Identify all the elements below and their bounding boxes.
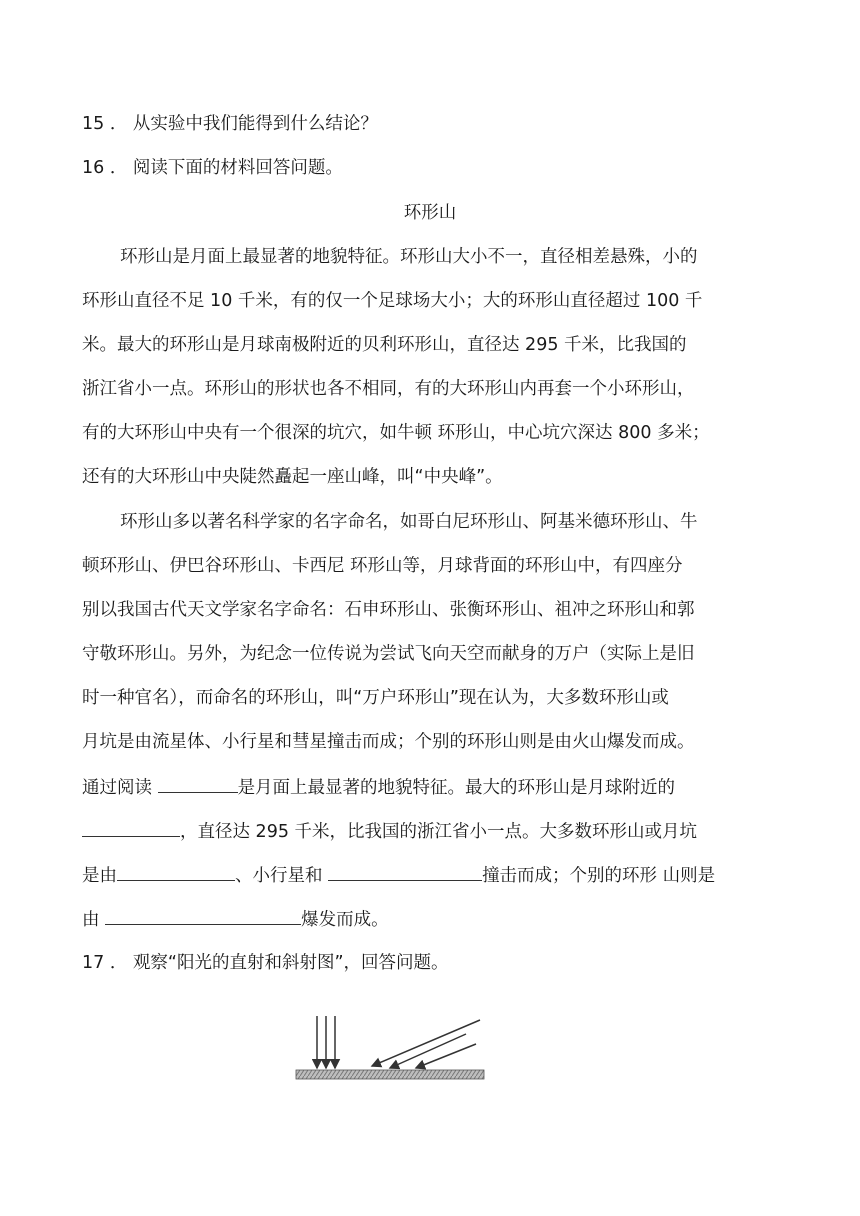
fill-text: 通过阅读 <box>82 778 158 798</box>
sunlight-direct-oblique-figure <box>292 1010 488 1086</box>
fill-text: ，直径达 295 千米，比我国的浙江省小一点。大多数环形山或月坑 <box>180 822 698 842</box>
fill-text: 是由 <box>82 866 117 886</box>
para2-line-5: 时一种官名），而命名的环形山，叫“万户环形山”现在认为，大多数环形山或 <box>82 688 669 708</box>
para2-line-4: 守敬环形山。另外，为纪念一位传说为尝试飞向天空而献身的万户（实际上是旧 <box>82 644 695 664</box>
fill-line-4 <box>82 906 389 932</box>
fill-line-2 <box>82 818 697 844</box>
answer-blank-4[interactable] <box>328 862 482 881</box>
fill-text: 爆发而成。 <box>301 910 389 930</box>
question-15: 15 ． 从实验中我们能得到什么结论？ <box>82 114 378 134</box>
para1-line-4: 浙江省小一点。环形山的形状也各不相同，有的大环形山内再套一个小环形山， <box>82 379 695 399</box>
fill-text: 是月面上最显著的地貌特征。最大的环形山是月球附近的 <box>237 778 676 798</box>
para2-line-1: 环形山多以著名科学家的名字命名，如哥白尼环形山、阿基米德环形山、牛 <box>120 512 698 532</box>
para1-line-2: 环形山直径不足 10 千米，有的仅一个足球场大小；大的环形山直径超过 100 千 <box>82 291 703 311</box>
fill-text: 撞击而成；个别的环形 山则是 <box>482 866 716 886</box>
para1-line-3: 米。最大的环形山是月球南极附近的贝利环形山，直径达 295 千米，比我国的 <box>82 335 687 355</box>
fill-text: 由 <box>82 910 106 930</box>
direct-ray-arrows <box>317 1016 335 1068</box>
fill-text: 、小行星和 <box>235 866 329 886</box>
para2-line-3: 别以我国古代天文学家名字命名：石申环形山、张衡环形山、祖冲之环形山和郭 <box>82 600 695 620</box>
ground-surface <box>296 1070 484 1079</box>
fill-line-1 <box>82 774 675 800</box>
para1-line-1: 环形山是月面上最显著的地貌特征。环形山大小不一，直径相差悬殊，小的 <box>120 247 698 267</box>
answer-blank-2[interactable] <box>82 818 180 837</box>
para1-line-5: 有的大环形山中央有一个很深的坑穴，如牛顿 环形山，中心坑穴深达 800 多米； <box>82 423 710 443</box>
para1-line-6: 还有的大环形山中央陡然矗起一座山峰，叫“中央峰”。 <box>82 467 503 487</box>
para2-line-2: 顿环形山、伊巴谷环形山、卡西尼 环形山等，月球背面的环形山中，有四座分 <box>82 556 683 576</box>
answer-blank-3[interactable] <box>117 862 235 881</box>
para2-line-6: 月坑是由流星体、小行星和彗星撞击而成；个别的环形山则是由火山爆发而成。 <box>82 732 695 752</box>
oblique-ray-arrows <box>372 1020 480 1068</box>
question-17: 17 ． 观察“阳光的直射和斜射图”，回答问题。 <box>82 953 449 973</box>
question-16: 16 ． 阅读下面的材料回答问题。 <box>82 158 343 178</box>
fill-line-3 <box>82 862 715 888</box>
answer-blank-1[interactable] <box>158 774 238 793</box>
passage-title: 环形山 <box>403 203 457 223</box>
answer-blank-5[interactable] <box>105 906 301 925</box>
